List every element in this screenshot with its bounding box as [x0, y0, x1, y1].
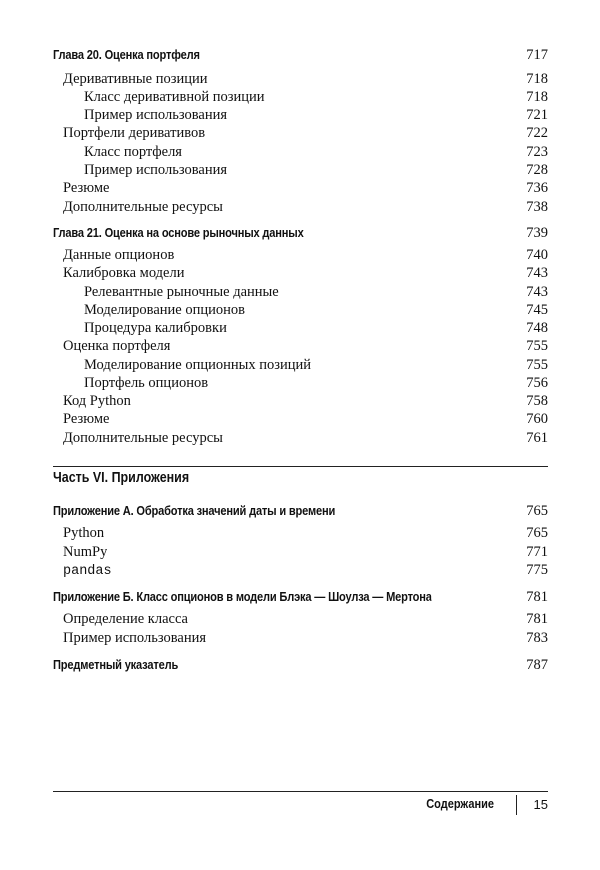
- toc-entry-page: 728: [526, 162, 548, 178]
- toc-entry: [53, 373, 548, 393]
- toc-entry: [53, 282, 548, 302]
- toc-entry: [53, 318, 548, 338]
- toc-entry-title: Пример использования: [84, 162, 228, 178]
- footer-separator: [516, 795, 517, 815]
- toc-entry-title: Приложение Б. Класс опционов в модели Блэка — Шоулза — Мертона: [53, 590, 432, 604]
- toc-entry: [53, 123, 548, 143]
- toc-entry-title: Оценка портфеля: [63, 338, 171, 354]
- page-number: 15: [533, 797, 548, 812]
- toc-entry-page: 740: [526, 247, 548, 263]
- toc-entry: [53, 245, 548, 265]
- toc-entry: [53, 105, 548, 125]
- toc-entry: [53, 542, 548, 562]
- toc-entry: [53, 355, 548, 375]
- toc-entry: [53, 69, 548, 89]
- toc-entry-page: 738: [526, 199, 548, 215]
- toc-entry-page: 765: [526, 525, 548, 541]
- toc-chapter-entry: [53, 223, 548, 243]
- toc-entry-title: Портфель опционов: [84, 375, 209, 391]
- toc-entry: [53, 523, 548, 543]
- toc-entry-page: 787: [526, 657, 548, 673]
- toc-entry-title: Код Python: [63, 393, 131, 409]
- toc-entry: [53, 300, 548, 320]
- toc-entry: [53, 409, 548, 429]
- toc-chapter-entry: [53, 501, 548, 521]
- toc-entry-title: Класс деривативной позиции: [84, 89, 265, 105]
- toc-entry-page: 718: [526, 71, 548, 87]
- toc-entry: [53, 628, 548, 648]
- toc-entry-title: Дополнительные ресурсы: [63, 199, 223, 215]
- toc-entry-title: Моделирование опционных позиций: [84, 357, 312, 373]
- toc-entry-title: Данные опционов: [63, 247, 175, 263]
- toc-entry-title: Калибровка модели: [63, 265, 185, 281]
- toc-entry-title: pandas: [63, 564, 112, 579]
- toc-entry-title: Дополнительные ресурсы: [63, 430, 223, 446]
- toc-entry: [53, 160, 548, 180]
- toc-chapter-entry: [53, 587, 548, 607]
- toc-entry-page: 765: [526, 503, 548, 519]
- toc-entry-page: 781: [526, 611, 548, 627]
- toc-entry-title: Моделирование опционов: [84, 302, 245, 318]
- toc-entry: [53, 178, 548, 198]
- footer-rule: [53, 791, 548, 792]
- toc-entry-page: 723: [526, 144, 548, 160]
- toc-entry: [53, 197, 548, 217]
- toc-entry-title: Портфели деривативов: [63, 125, 206, 141]
- part-divider: [53, 466, 548, 467]
- toc-chapter-entry: [53, 45, 548, 65]
- toc-entry-title: Определение класса: [63, 611, 188, 627]
- toc-entry: [53, 391, 548, 411]
- toc-entry-page: 775: [526, 562, 548, 578]
- toc-entry-page: 748: [526, 320, 548, 336]
- toc-entry-page: 758: [526, 393, 548, 409]
- toc-entry-title: Класс портфеля: [84, 144, 182, 160]
- toc-entry: [53, 263, 548, 283]
- toc-entry-title: Релевантные рыночные данные: [84, 284, 279, 300]
- toc-entry-title: Деривативные позиции: [63, 71, 208, 87]
- toc-entry-page: 781: [526, 589, 548, 605]
- toc-entry: [53, 142, 548, 162]
- toc-entry-page: 718: [526, 89, 548, 105]
- toc-entry-title: Пример использования: [63, 630, 207, 646]
- toc-entry: [53, 87, 548, 107]
- toc-entry-page: 783: [526, 630, 548, 646]
- toc-entry: [53, 428, 548, 448]
- toc-entry-page: 771: [526, 544, 548, 560]
- toc-entry-page: 721: [526, 107, 548, 123]
- toc-entry-page: 743: [526, 265, 548, 281]
- toc-entry-page: 745: [526, 302, 548, 318]
- toc-entry-page: 761: [526, 430, 548, 446]
- toc-entry-page: 756: [526, 375, 548, 391]
- toc-entry-page: 717: [526, 47, 548, 63]
- toc-entry-title: Глава 21. Оценка на основе рыночных данных: [53, 226, 304, 240]
- toc-entry-page: 755: [526, 338, 548, 354]
- toc-entry-title: Процедура калибровки: [84, 320, 227, 336]
- toc-entry-title: Резюме: [63, 411, 110, 427]
- toc-entry-page: 760: [526, 411, 548, 427]
- toc-entry-title: Приложение А. Обработка значений даты и времени: [53, 504, 336, 518]
- toc-entry-page: 722: [526, 125, 548, 141]
- toc-entry: [53, 609, 548, 629]
- toc-entry-title: Предметный указатель: [53, 658, 179, 672]
- toc-entry: [53, 560, 548, 580]
- toc-entry-page: 739: [526, 225, 548, 241]
- toc-entry-page: 755: [526, 357, 548, 373]
- toc-entry-title: Python: [63, 525, 105, 541]
- toc-entry-title: Глава 20. Оценка портфеля: [53, 48, 200, 62]
- toc-entry-title: NumPy: [63, 544, 108, 560]
- toc-chapter-entry: [53, 655, 548, 675]
- part-heading: Часть VI. Приложения: [53, 470, 190, 486]
- toc-entry-title: Резюме: [63, 180, 110, 196]
- toc-entry-page: 743: [526, 284, 548, 300]
- toc-entry-page: 736: [526, 180, 548, 196]
- toc-entry: [53, 336, 548, 356]
- running-footer-title: Содержание: [426, 797, 494, 811]
- toc-entry-title: Пример использования: [84, 107, 228, 123]
